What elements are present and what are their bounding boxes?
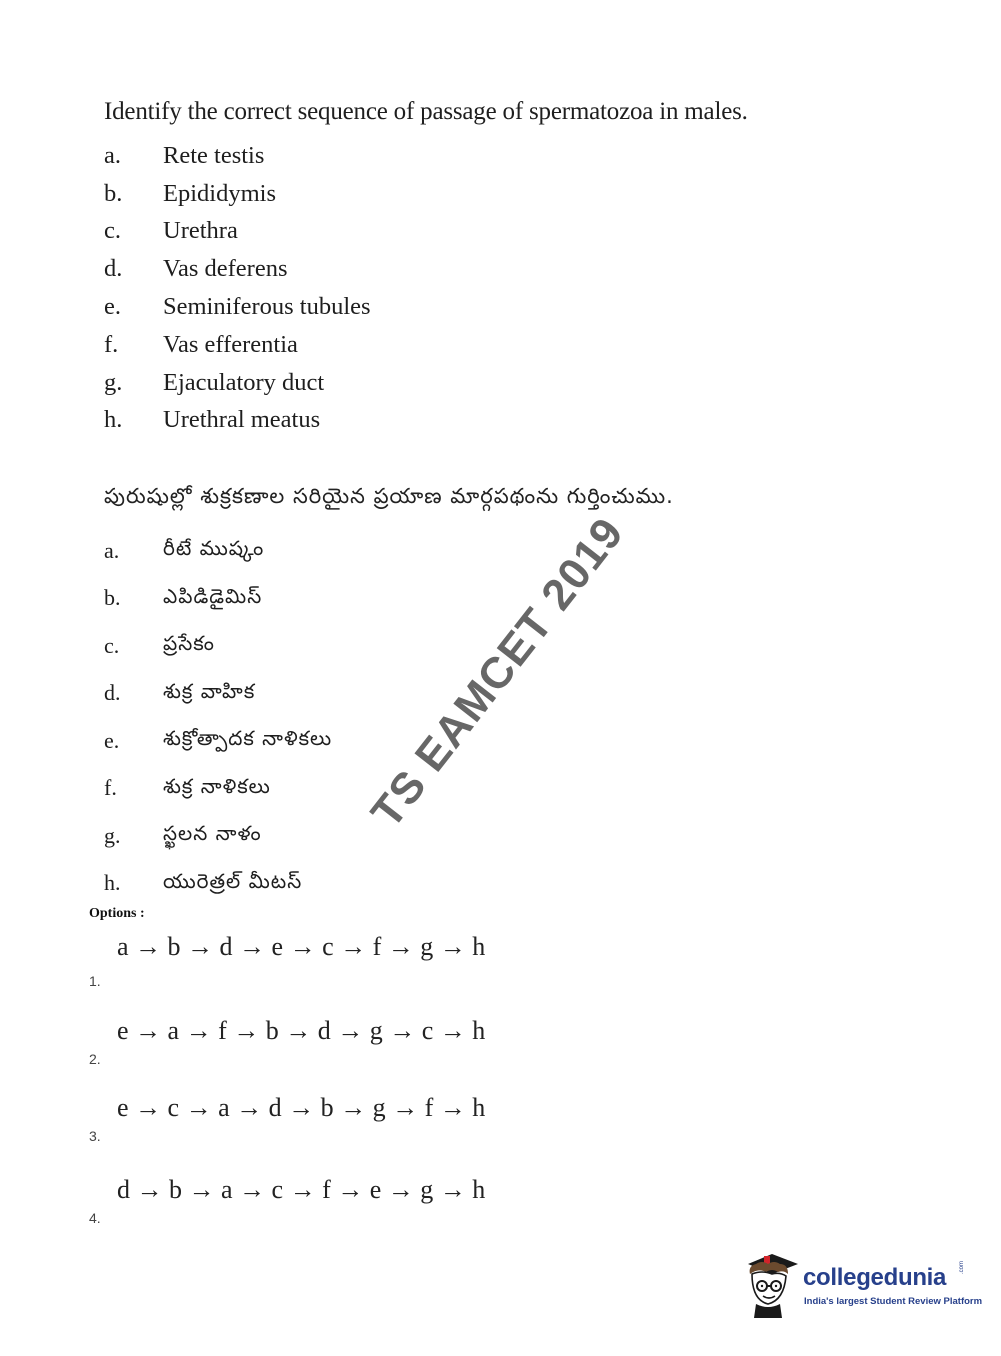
list-item <box>104 765 332 813</box>
item-text: Ejaculatory duct <box>163 368 325 396</box>
item-letter: e. <box>104 293 121 321</box>
logo-tagline: India's largest Student Review Platform <box>804 1296 983 1307</box>
option-sequence: d → b → a → c → f → e → g → h <box>117 1175 486 1204</box>
item-letter: a. <box>104 537 120 563</box>
collegedunia-logo[interactable] <box>742 1248 983 1318</box>
mascot-icon <box>742 1248 802 1318</box>
question-english: Identify the correct sequence of passage of spermatozoa in males. <box>104 98 748 125</box>
option-sequence: a → b → d → e → c → f → g → h <box>117 932 486 961</box>
list-item <box>104 175 371 213</box>
list-item <box>104 670 332 718</box>
item-letter: f. <box>104 775 117 801</box>
item-text: ప్రసేకం <box>163 631 215 656</box>
item-letter: g. <box>104 822 121 848</box>
item-letter: a. <box>104 141 121 169</box>
option-sequence: e → a → f → b → d → g → c → h <box>117 1016 486 1045</box>
item-text: Vas deferens <box>163 255 288 283</box>
english-items-list <box>104 137 371 439</box>
item-letter: h. <box>104 870 121 896</box>
list-item <box>104 575 332 623</box>
watermark: TS EAMCET 2019 <box>361 508 634 837</box>
option-sequence: e → c → a → d → b → g → f → h <box>117 1093 486 1122</box>
list-item <box>104 326 371 364</box>
item-text: శుక్ర వాహిక <box>163 678 256 703</box>
item-letter: f. <box>104 330 119 358</box>
list-item <box>104 364 371 402</box>
list-item <box>104 717 332 765</box>
item-letter: b. <box>104 585 121 611</box>
item-text: Epididymis <box>163 179 276 207</box>
telugu-items-list <box>104 527 332 907</box>
item-text: Rete testis <box>163 141 265 169</box>
item-letter: c. <box>104 632 120 658</box>
item-letter: g. <box>104 368 123 396</box>
item-text: స్ఖలన నాళం <box>163 821 262 846</box>
option-number: 4. <box>89 1210 101 1226</box>
item-letter: c. <box>104 217 121 245</box>
item-letter: h. <box>104 406 123 434</box>
list-item <box>104 288 371 326</box>
item-text: ఎపిడిడైమిస్ <box>163 583 263 608</box>
list-item <box>104 213 371 251</box>
option-number: 2. <box>89 1051 101 1067</box>
item-text: Seminiferous tubules <box>163 293 371 321</box>
list-item <box>104 402 371 440</box>
item-letter: b. <box>104 179 123 207</box>
list-item <box>104 622 332 670</box>
item-text: Urethra <box>163 217 238 245</box>
item-text: శుక్రోత్పాదక నాళికలు <box>163 726 333 751</box>
option-number: 1. <box>89 973 101 989</box>
item-text: రీటే ముష్కం <box>163 536 265 561</box>
item-letter: d. <box>104 680 121 706</box>
options-label: Options : <box>89 906 145 921</box>
item-letter: d. <box>104 255 123 283</box>
item-text: యురెత్రల్ మీటస్ <box>163 868 303 893</box>
logo-name: collegedunia <box>803 1264 947 1291</box>
list-item <box>104 860 332 908</box>
item-text: శుక్ర నాళికలు <box>163 773 271 798</box>
option-number: 3. <box>89 1128 101 1144</box>
logo-suffix: .com <box>959 1260 965 1274</box>
list-item <box>104 137 371 175</box>
list-item <box>104 527 332 575</box>
question-telugu: పురుషుల్లో శుక్రకణాల సరియైన ప్రయాణ మార్గపథంను గుర్తించుము. <box>104 484 674 508</box>
list-item <box>104 812 332 860</box>
item-letter: e. <box>104 727 120 753</box>
item-text: Urethral meatus <box>163 406 321 434</box>
list-item <box>104 250 371 288</box>
item-text: Vas efferentia <box>163 330 298 358</box>
